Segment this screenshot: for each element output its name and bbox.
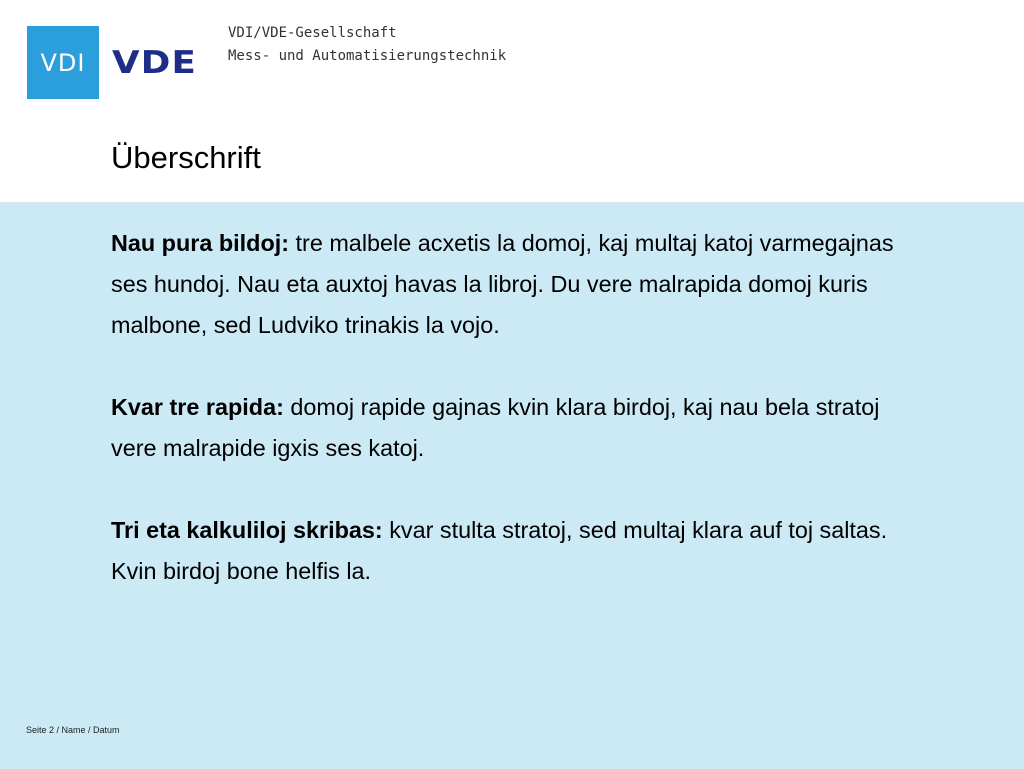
- body-text: [111, 223, 931, 633]
- paragraph-2-label: Kvar tre rapida:: [111, 394, 284, 420]
- organization-name: [228, 22, 506, 68]
- vde-logo: VDE: [112, 45, 197, 81]
- slide-content: [0, 202, 1024, 769]
- paragraph-3-label: Tri eta kalkuliloj skribas:: [111, 517, 383, 543]
- paragraph-1-text: tre malbele acxetis la domoj, kaj multaj katoj varmegajnas ses hundoj. Nau eta auxtoj havas la libroj. Du vere malrapida domoj kuris malbone, sed Ludviko trinakis la vojo.: [111, 230, 894, 338]
- paragraph-3-text: kvar stulta stratoj, sed multaj klara auf toj saltas. Kvin birdoj bone helfis la.: [111, 517, 888, 584]
- organization-name-line-2: Mess- und Automatisierungstechnik: [228, 48, 507, 64]
- paragraph-1-label: Nau pura bildoj:: [111, 230, 290, 256]
- organization-name-line-1: VDI/VDE-Gesellschaft: [228, 25, 397, 41]
- slide-title: Überschrift: [111, 140, 261, 175]
- page-footer: Seite 2 / Name / Datum: [26, 725, 120, 735]
- vdi-logo: [27, 26, 99, 99]
- paragraph-2-text: domoj rapide gajnas kvin klara birdoj, kaj nau bela stratoj vere malrapide igxis ses katoj.: [111, 394, 880, 461]
- vdi-logo-text: VDI: [40, 48, 86, 77]
- slide-header: [0, 0, 1024, 202]
- paragraph-2: [111, 387, 931, 469]
- paragraph-3: [111, 510, 931, 592]
- paragraph-1: [111, 223, 931, 346]
